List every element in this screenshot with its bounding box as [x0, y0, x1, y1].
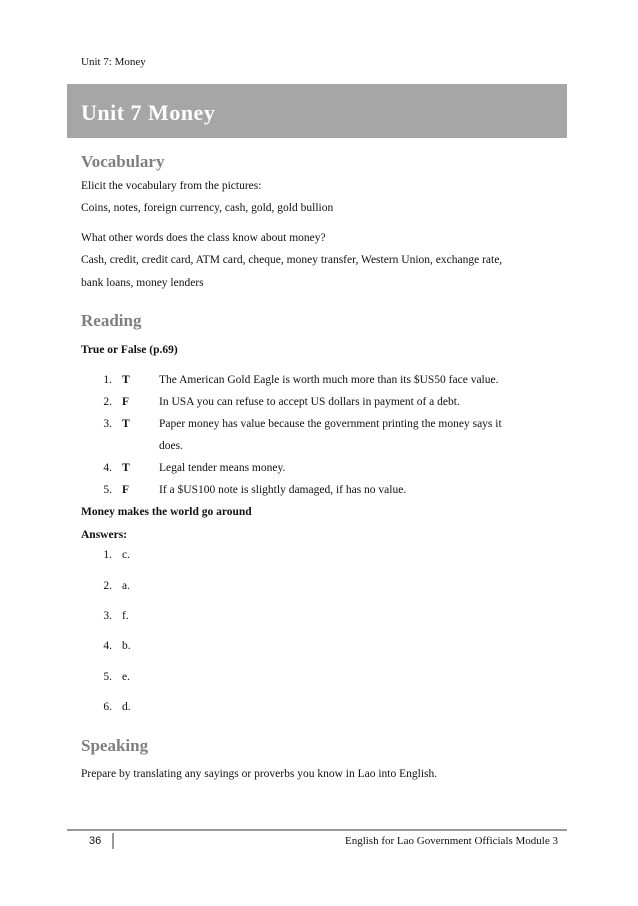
tf-item-continuation	[81, 440, 561, 456]
tf-item	[81, 418, 561, 434]
footer-divider	[112, 833, 114, 849]
answer-text: c.	[122, 549, 130, 561]
tf-item	[81, 462, 561, 478]
tf-item-number: 2.	[103, 396, 112, 408]
answer-text: e.	[122, 671, 130, 683]
vocabulary-instruction: Elicit the vocabulary from the pictures:	[81, 180, 262, 192]
footer-rule	[67, 829, 567, 831]
tf-item-number: 4.	[103, 462, 112, 474]
answers-label: Answers:	[81, 529, 127, 541]
answer-text: b.	[122, 640, 131, 652]
vocabulary-answer-line-1: Cash, credit, credit card, ATM card, cheque, money transfer, Western Union, exchange rate,	[81, 254, 503, 266]
vocabulary-question: What other words does the class know about money?	[81, 232, 326, 244]
answer-number: 4.	[103, 640, 112, 652]
tf-item-number: 1.	[103, 374, 112, 386]
tf-item-text: If a $US100 note is slightly damaged, if has no value.	[159, 484, 407, 496]
speaking-text: Prepare by translating any sayings or proverbs you know in Lao into English.	[81, 768, 438, 780]
vocabulary-words: Coins, notes, foreign currency, cash, gold, gold bullion	[81, 202, 334, 214]
answer-number: 3.	[103, 610, 112, 622]
answer-text: f.	[122, 610, 129, 622]
tf-item-answer: F	[122, 396, 130, 408]
running-head: Unit 7: Money	[81, 56, 146, 68]
answer-number: 5.	[103, 671, 112, 683]
tf-item-text: In USA you can refuse to accept US dollars in payment of a debt.	[159, 396, 460, 408]
section-2-title: Money makes the world go around	[81, 506, 252, 518]
vocabulary-heading: Vocabulary	[81, 152, 165, 171]
tf-item-text: Legal tender means money.	[159, 462, 286, 474]
tf-item-number: 5.	[103, 484, 112, 496]
answer-number: 1.	[103, 549, 112, 561]
answer-number: 6.	[103, 701, 112, 713]
tf-item	[81, 374, 561, 390]
tf-item-answer: T	[122, 462, 130, 474]
tf-item-number: 3.	[103, 418, 112, 430]
footer-title: English for Lao Government Officials Module 3	[344, 835, 558, 847]
reading-heading: Reading	[81, 311, 142, 330]
true-false-title: True or False (p.69)	[81, 344, 178, 356]
tf-item-answer: F	[122, 484, 130, 496]
answer-text: a.	[122, 580, 130, 592]
unit-title: Unit 7 Money	[81, 100, 216, 125]
speaking-heading: Speaking	[81, 736, 149, 755]
tf-item	[81, 396, 561, 412]
tf-item-answer: T	[122, 374, 130, 386]
tf-item	[81, 484, 561, 500]
tf-item-text: Paper money has value because the government printing the money says it	[159, 418, 502, 430]
page-number: 36	[89, 835, 102, 847]
tf-item-text: The American Gold Eagle is worth much more than its $US50 face value.	[159, 374, 499, 386]
tf-item-text-continued: does.	[159, 440, 183, 452]
tf-item-answer: T	[122, 418, 130, 430]
answer-text: d.	[122, 701, 131, 713]
unit-title-banner	[67, 84, 567, 138]
vocabulary-answer-line-2: bank loans, money lenders	[81, 277, 204, 289]
answer-number: 2.	[103, 580, 112, 592]
